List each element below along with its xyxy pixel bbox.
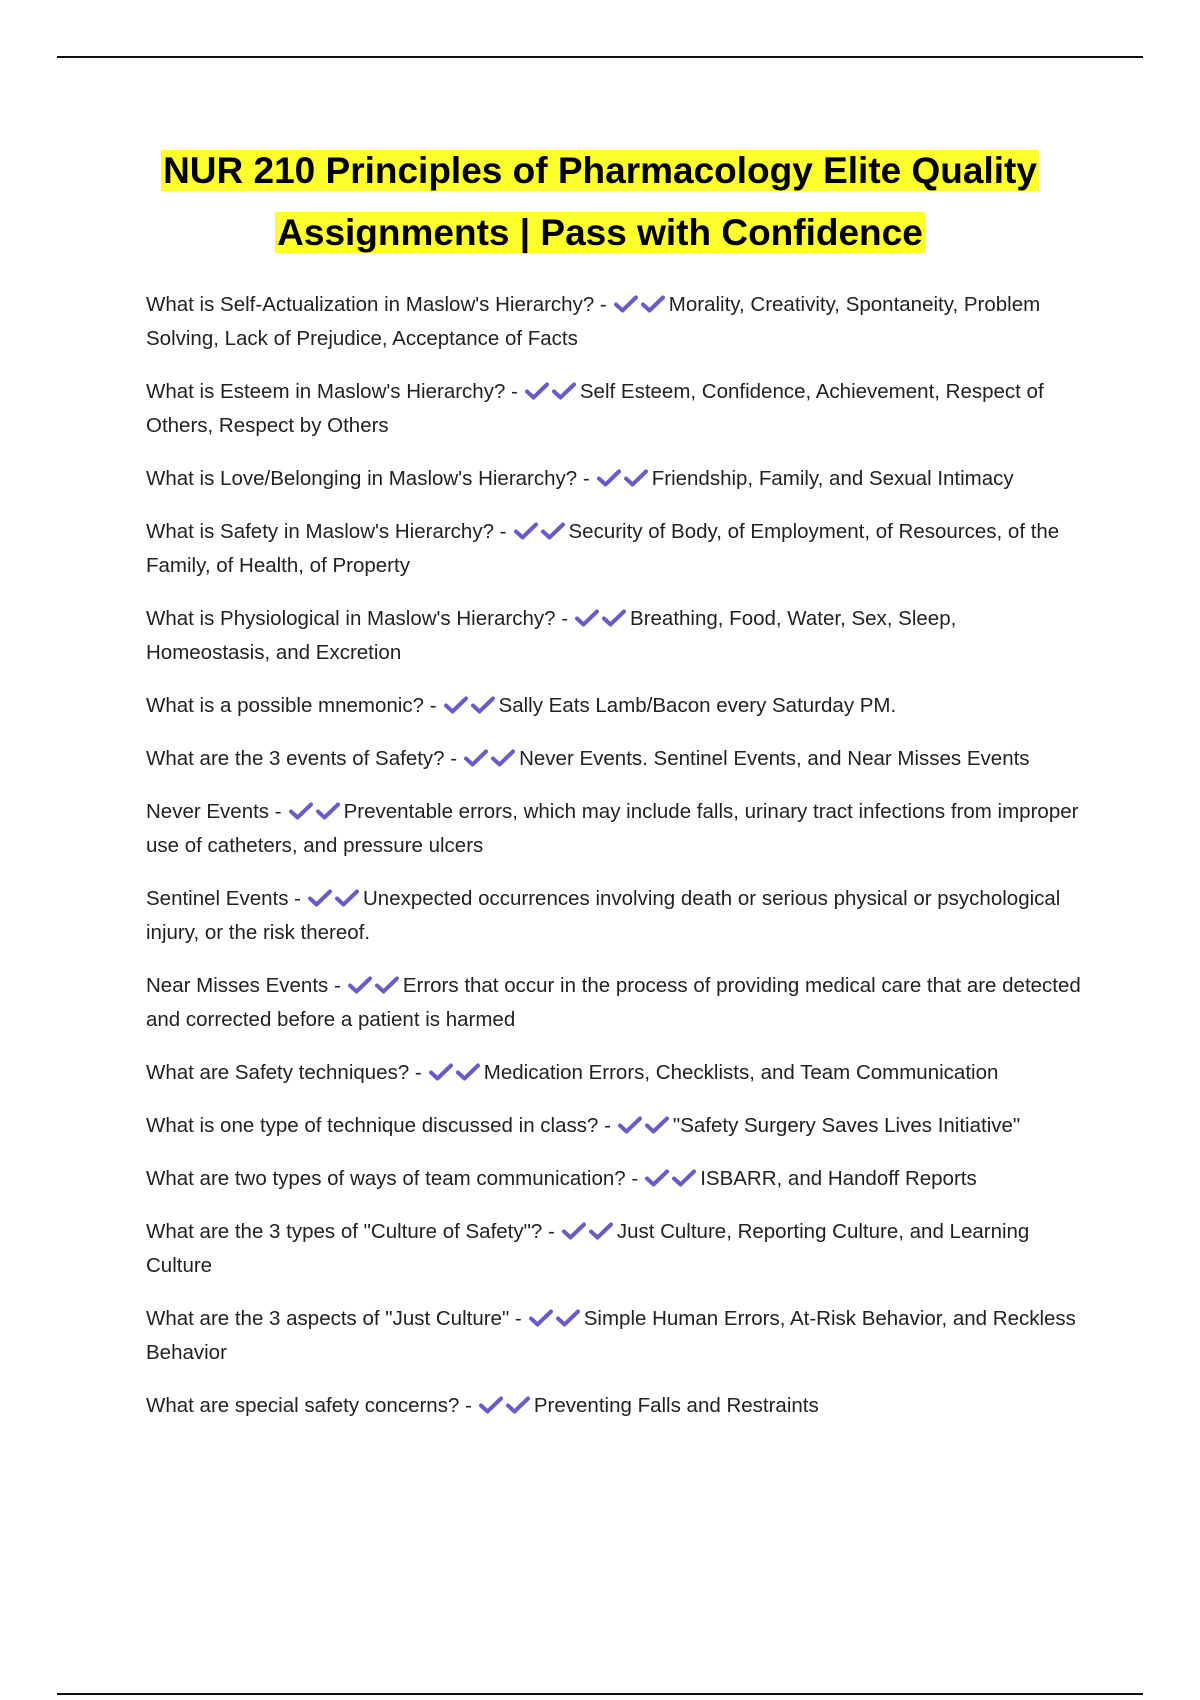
answer-text: Breathing, Food, Water, Sex, Sleep, Homeostasis, and Excretion	[146, 607, 957, 664]
check-icon	[308, 889, 332, 907]
question-text: Sentinel Events -	[146, 887, 301, 910]
answer-text: Just Culture, Reporting Culture, and Learning Culture	[146, 1220, 1030, 1277]
checkmarks	[526, 1307, 580, 1330]
answer-text: Simple Human Errors, At-Risk Behavior, and Reckless Behavior	[146, 1307, 1076, 1364]
qa-item	[146, 969, 1086, 1037]
check-icon	[602, 609, 626, 627]
check-icon	[529, 1309, 553, 1327]
page-title: NUR 210 Principles of Pharmacology Elite Quality Assignments | Pass with Confidence	[163, 150, 1037, 253]
question-text: What is Safety in Maslow's Hierarchy? -	[146, 520, 507, 543]
checkmarks	[461, 747, 515, 770]
checkmarks	[441, 694, 495, 717]
checkmarks	[572, 607, 626, 630]
answer-text: Never Events. Sentinel Events, and Near Misses Events	[519, 747, 1030, 770]
check-icon	[491, 749, 515, 767]
check-icon	[556, 1309, 580, 1327]
check-icon	[464, 749, 488, 767]
check-icon	[618, 1116, 642, 1134]
checkmarks	[305, 887, 359, 910]
check-icon	[316, 802, 340, 820]
check-icon	[645, 1169, 669, 1187]
answer-text: "Safety Surgery Saves Lives Initiative"	[672, 1114, 1021, 1137]
qa-item	[146, 1215, 1086, 1283]
checkmarks	[426, 1061, 480, 1084]
question-text: What is Love/Belonging in Maslow's Hierarchy? -	[146, 467, 590, 490]
question-text: What are the 3 aspects of "Just Culture" -	[146, 1307, 522, 1330]
bottom-rule	[57, 1693, 1143, 1695]
qa-item	[146, 602, 1086, 670]
answer-text: Sally Eats Lamb/Bacon every Saturday PM.	[498, 694, 897, 717]
qa-item	[146, 1109, 1086, 1143]
check-icon	[479, 1396, 503, 1414]
qa-item	[146, 742, 1086, 776]
check-icon	[552, 382, 576, 400]
check-icon	[645, 1116, 669, 1134]
checkmarks	[642, 1167, 696, 1190]
check-icon	[429, 1063, 453, 1081]
check-icon	[624, 469, 648, 487]
checkmarks	[476, 1394, 530, 1417]
checkmarks	[615, 1114, 669, 1137]
checkmarks	[522, 380, 576, 403]
check-icon	[506, 1396, 530, 1414]
answer-text: Unexpected occurrences involving death or serious physical or psychological injury, or the risk thereof.	[146, 887, 1061, 944]
answer-text: Self Esteem, Confidence, Achievement, Respect of Others, Respect by Others	[146, 380, 1044, 437]
answer-text: Errors that occur in the process of providing medical care that are detected and corrected before a patient is harmed	[146, 974, 1081, 1031]
check-icon	[335, 889, 359, 907]
check-icon	[525, 382, 549, 400]
qa-item	[146, 288, 1086, 356]
qa-item	[146, 462, 1086, 496]
answer-text: ISBARR, and Handoff Reports	[700, 1167, 977, 1190]
check-icon	[575, 609, 599, 627]
check-icon	[456, 1063, 480, 1081]
qa-item	[146, 375, 1086, 443]
question-text: What are the 3 events of Safety? -	[146, 747, 458, 770]
qa-item	[146, 1162, 1086, 1196]
answer-text: Preventable errors, which may include falls, urinary tract infections from improper use of catheters, and pressure ulcers	[146, 800, 1079, 857]
check-icon	[444, 696, 468, 714]
checkmarks	[511, 520, 565, 543]
qa-item	[146, 1389, 1086, 1423]
check-icon	[348, 976, 372, 994]
qa-item	[146, 515, 1086, 583]
check-icon	[641, 295, 665, 313]
question-text: Never Events -	[146, 800, 282, 823]
answer-text: Morality, Creativity, Spontaneity, Problem Solving, Lack of Prejudice, Acceptance of Facts	[146, 293, 1041, 350]
qa-list	[146, 288, 1086, 1442]
question-text: What is Esteem in Maslow's Hierarchy? -	[146, 380, 518, 403]
check-icon	[514, 522, 538, 540]
question-text: Near Misses Events -	[146, 974, 341, 997]
check-icon	[672, 1169, 696, 1187]
checkmarks	[611, 293, 665, 316]
check-icon	[289, 802, 313, 820]
answer-text: Security of Body, of Employment, of Resources, of the Family, of Health, of Property	[146, 520, 1060, 577]
check-icon	[471, 696, 495, 714]
question-text: What is a possible mnemonic? -	[146, 694, 437, 717]
checkmarks	[345, 974, 399, 997]
answer-text: Preventing Falls and Restraints	[533, 1394, 819, 1417]
question-text: What is Physiological in Maslow's Hierarchy? -	[146, 607, 569, 630]
qa-item	[146, 882, 1086, 950]
question-text: What are special safety concerns? -	[146, 1394, 472, 1417]
check-icon	[614, 295, 638, 313]
question-text: What is Self-Actualization in Maslow's Hierarchy? -	[146, 293, 607, 316]
answer-text: Friendship, Family, and Sexual Intimacy	[651, 467, 1014, 490]
checkmarks	[286, 800, 340, 823]
top-rule	[57, 56, 1143, 58]
checkmarks	[594, 467, 648, 490]
qa-item	[146, 1302, 1086, 1370]
check-icon	[375, 976, 399, 994]
check-icon	[589, 1222, 613, 1240]
answer-text: Medication Errors, Checklists, and Team Communication	[483, 1061, 999, 1084]
title-block	[80, 140, 1120, 264]
qa-item	[146, 795, 1086, 863]
check-icon	[562, 1222, 586, 1240]
question-text: What are Safety techniques? -	[146, 1061, 422, 1084]
qa-item	[146, 1056, 1086, 1090]
qa-item	[146, 689, 1086, 723]
check-icon	[597, 469, 621, 487]
checkmarks	[559, 1220, 613, 1243]
question-text: What are two types of ways of team communication? -	[146, 1167, 639, 1190]
question-text: What are the 3 types of "Culture of Safety"? -	[146, 1220, 555, 1243]
question-text: What is one type of technique discussed in class? -	[146, 1114, 611, 1137]
check-icon	[541, 522, 565, 540]
